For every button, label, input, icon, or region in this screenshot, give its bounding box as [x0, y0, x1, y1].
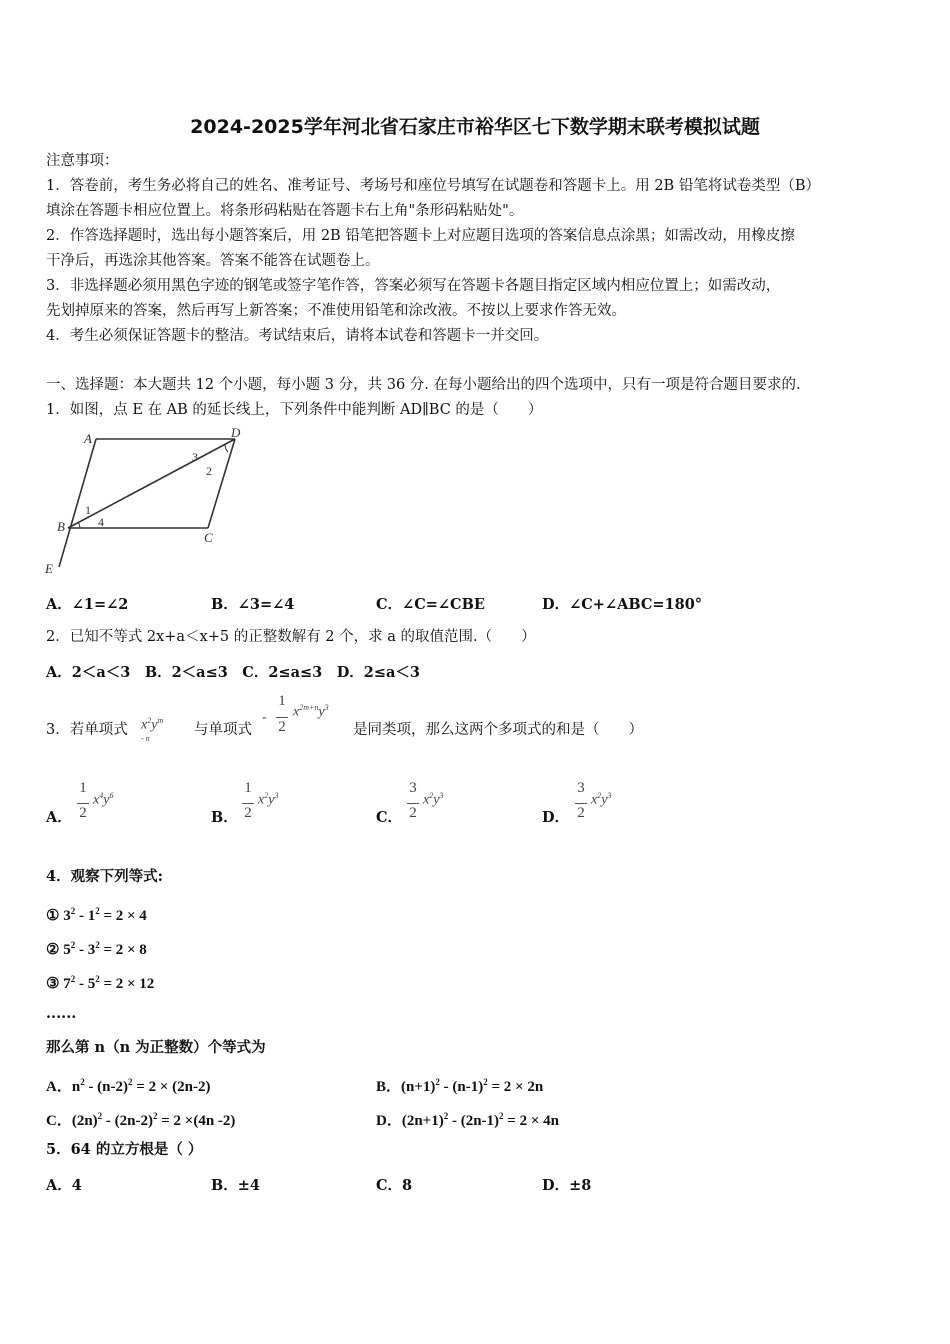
q3-option-d-label[interactable]: D． — [542, 809, 570, 826]
q4-question: 那么第 n（n 为正整数）个等式为 — [46, 1039, 266, 1056]
q3-option-b-label[interactable]: B． — [211, 809, 238, 826]
q5-option-c[interactable]: C．8 — [376, 1177, 413, 1194]
label-D: D — [231, 425, 241, 440]
q4-ellipsis: ...... — [46, 1005, 77, 1022]
label-B: B — [57, 519, 65, 534]
angle-arc-2 — [225, 444, 228, 452]
angle-label-1: 1 — [85, 503, 91, 517]
parallelogram-figure — [40, 425, 250, 580]
notice-line: 干净后，再选涂其他答案。答案不能答在试题卷上。 — [46, 253, 380, 269]
q5-option-b[interactable]: B．±4 — [211, 1177, 260, 1194]
q4-option-c[interactable]: C．$(2n)^2 - (2n-2)^2 = 2 \times(4n$ -2) — [46, 1111, 236, 1129]
q4-option-b[interactable]: B．$(n+1)^2 - (n-1)^2 = 2 \times 2n$ — [376, 1077, 544, 1095]
q1-option-a[interactable]: A．∠1=∠2 — [46, 596, 129, 613]
notice-line: 2．作答选择题时，选出每小题答案后，用 2B 铅笔把答题卡上对应题目选项的答案信息点涂黑；如需改动，用橡皮擦 — [46, 228, 795, 244]
label-A: A — [84, 431, 92, 446]
q4-equation-3: ③ $7^2 - 5^2 = 2 \times 12$ — [46, 974, 155, 992]
line-BD — [68, 439, 235, 528]
q5-option-d[interactable]: D．±8 — [542, 1177, 592, 1194]
question-1-stem: 1．如图，点 E 在 AB 的延长线上，下列条件中能判断 AD∥BC 的是（ ） — [46, 402, 543, 418]
notice-line: 3．非选择题必须用黑色字迹的钢笔或签字笔作答，答案必须写在答题卡各题目指定区域内相应位置上；如需改动， — [46, 278, 781, 294]
q4-equation-1: ① $3^2 - 1^2 = 2 \times 4$ — [46, 906, 147, 924]
label-E: E — [45, 561, 53, 576]
question-3-prefix: 3．若单项式 — [46, 722, 128, 738]
angle-label-3: 3 — [192, 450, 198, 464]
notice-line: 填涂在答题卡相应位置上。将条形码粘贴在答题卡右上角"条形码粘贴处"。 — [46, 203, 524, 219]
question-2-stem: 2．已知不等式 2x+a＜x+5 的正整数解有 2 个，求 a 的取值范围.（ ） — [46, 629, 536, 645]
section-heading: 一、选择题：本大题共 12 个小题，每小题 3 分，共 36 分. 在每小题给出的四个选项中，只有一项是符合题目要求的. — [46, 377, 801, 393]
q1-option-b[interactable]: B．∠3=∠4 — [211, 596, 295, 613]
q3-option-c-label[interactable]: C． — [376, 809, 403, 826]
notice-line: 1．答卷前，考生务必将自己的姓名、准考证号、考场号和座位号填写在试题卷和答题卡上。用 2B 铅笔将试卷类型（B） — [46, 178, 820, 194]
q3-option-a-label[interactable]: A． — [46, 809, 72, 826]
q4-equation-2: ② $5^2 - 3^2 = 2 \times 8$ — [46, 940, 147, 958]
line-DC — [208, 439, 235, 528]
q5-option-a[interactable]: A．4 — [46, 1177, 82, 1194]
notice-line: 4．考生必须保证答题卡的整洁。考试结束后，请将本试卷和答题卡一并交回。 — [46, 328, 549, 344]
question-4-stem: 4．观察下列等式: — [46, 868, 163, 885]
q1-option-d[interactable]: D．∠C+∠ABC=180° — [542, 596, 703, 613]
q4-option-d[interactable]: D．$(2n+1)^2 - (2n-1)^2 = 2 \times 4n$ — [376, 1111, 559, 1129]
notice-line: 先划掉原来的答案，然后再写上新答案；不准使用铅笔和涂改液。不按以上要求作答无效。 — [46, 303, 626, 319]
q1-option-c[interactable]: C．∠C=∠CBE — [376, 596, 485, 613]
q2-options[interactable]: A．2＜a＜3 B．2＜a≤3 C．2≤a≤3 D．2≤a＜3 — [46, 664, 421, 681]
angle-label-4: 4 — [98, 515, 104, 529]
question-3-middle: 与单项式 — [194, 722, 252, 738]
page-title: 2024-2025学年河北省石家庄市裕华区七下数学期末联考模拟试题 — [190, 116, 760, 138]
angle-arc-4 — [78, 522, 80, 528]
question-5-stem: 5．64 的立方根是（ ） — [46, 1141, 203, 1158]
notice-heading: 注意事项： — [46, 153, 119, 169]
label-C: C — [204, 530, 213, 545]
question-3-suffix: 是同类项，那么这两个多项式的和是（ ） — [353, 722, 643, 738]
angle-label-2: 2 — [206, 464, 212, 478]
q4-option-a[interactable]: A．$n^2 - (n-2)^2 = 2 \times (2n-2)$ — [46, 1077, 211, 1095]
